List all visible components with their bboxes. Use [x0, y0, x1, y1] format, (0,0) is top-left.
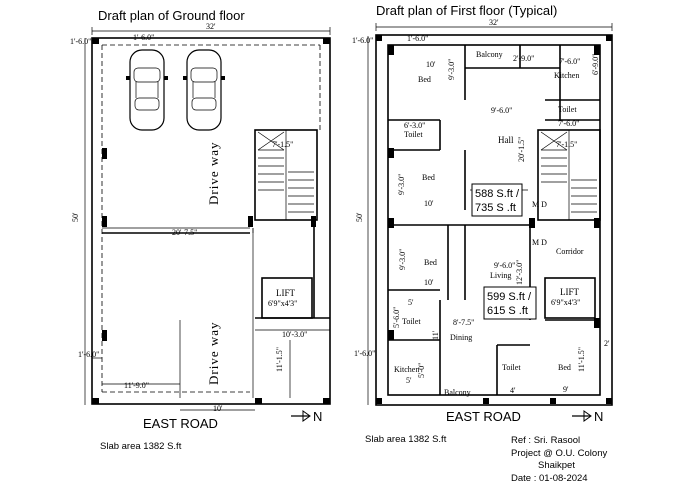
ground-dim-lift-w: 10'-3.0" — [282, 330, 308, 339]
staircase — [538, 130, 600, 220]
lift — [545, 278, 595, 318]
area-box-1-line-2: 735 S .ft — [475, 202, 516, 214]
room-bed-2: Bed — [422, 173, 435, 182]
ground-width-dim: 32' — [206, 22, 216, 31]
room-bed-1: Bed — [418, 75, 431, 84]
first-stair-dim: 7'-1.5" — [556, 140, 578, 149]
area-box-2 — [484, 287, 536, 319]
room-balcony-bottom: Balcony — [444, 388, 471, 397]
room-living: Living — [490, 271, 512, 280]
first-width-dim: 32' — [489, 18, 499, 27]
ground-floor-plan — [70, 8, 330, 452]
dim-12-3: 12'-3.0" — [515, 259, 524, 285]
dim-6-3: 6'-3.0" — [404, 121, 426, 130]
room-toilet-2: Toilet — [404, 130, 423, 139]
first-depth-dim: 50' — [355, 212, 364, 222]
dim-7-6a: 7'-6.0" — [559, 57, 581, 66]
ground-stair-dim: 7'-1.5" — [272, 140, 294, 149]
ground-setback-left: 1'-6.0" — [78, 350, 100, 359]
first-title: Draft plan of First floor (Typical) — [376, 3, 558, 18]
ground-road-label: EAST ROAD — [143, 416, 218, 431]
car-icon — [126, 50, 168, 130]
first-setback-top2: 1'-6.0" — [407, 34, 429, 43]
room-dining: Dining — [450, 333, 473, 342]
first-lift-label: LIFT — [560, 287, 579, 297]
dim-11: 11' — [431, 330, 440, 340]
dim-9-3b: 9'-3.0" — [397, 173, 406, 195]
room-md-1: M D — [532, 200, 547, 209]
staircase — [255, 130, 317, 220]
area-box-2-line-1: 599 S.ft / — [487, 291, 532, 303]
first-floor-plan — [352, 3, 612, 445]
drive-way-label-top: Drive way — [206, 141, 221, 205]
ground-lift-size: 6'9"x4'3" — [268, 299, 298, 308]
first-lift-size: 6'9"x4'3" — [551, 298, 581, 307]
reference-block — [511, 435, 607, 482]
ground-dim-bottom: 10' — [213, 404, 223, 413]
room-bed-4: Bed — [558, 363, 571, 372]
north-arrow-icon — [291, 409, 322, 424]
first-setback-right: 2' — [604, 339, 610, 348]
dim-9-3c: 9'-3.0" — [398, 248, 407, 270]
first-north-label: N — [594, 409, 604, 424]
dim-5a: 5' — [408, 298, 414, 307]
dim-11-1-5: 11'-1.5" — [577, 346, 586, 372]
dim-7-6b: 7'-6.0" — [558, 119, 580, 128]
dim-9-3a: 9'-3.0" — [447, 58, 456, 80]
dim-9-6a: 9'-6.0" — [491, 106, 513, 115]
car-icon — [183, 50, 225, 130]
ground-north-label: N — [313, 409, 323, 424]
ground-dim-lift-h: 11'-1.5" — [275, 346, 284, 372]
room-toilet-4: Toilet — [502, 363, 521, 372]
dim-8-7-5: 8'-7.5" — [453, 318, 475, 327]
dim-5b: 5' — [406, 376, 412, 385]
drive-way-label-bottom: Drive way — [206, 321, 221, 385]
dim-6-9: 6'-9.0" — [591, 53, 600, 75]
first-setback-left: 1'-6.0" — [354, 349, 376, 358]
ref-line-3: Shaikpet — [538, 460, 575, 471]
ground-dim-mid: 20'-7.5" — [172, 228, 198, 237]
first-slab-area: Slab area 1382 S.ft — [365, 434, 447, 445]
ref-line-2: Project @ O.U. Colony — [511, 448, 608, 459]
room-balcony-top: Balcony — [476, 50, 503, 59]
dim-5-6: 5'-6.0" — [392, 306, 401, 328]
room-kitchen-1: Kitchen — [554, 71, 580, 80]
ref-line-4: Date : 01-08-2024 — [511, 473, 588, 482]
dim-2-9: 2'-9.0" — [513, 54, 535, 63]
dim-9: 9' — [563, 385, 569, 394]
dim-20-1-5: 20'-1.5" — [517, 136, 526, 162]
area-box-2-line-2: 615 S .ft — [487, 305, 528, 317]
first-road-label: EAST ROAD — [446, 409, 521, 424]
dim-10c: 10' — [424, 278, 434, 287]
dim-4: 4' — [510, 386, 516, 395]
ground-lift-label: LIFT — [276, 288, 295, 298]
ground-slab-area: Slab area 1382 S.ft — [100, 441, 182, 452]
room-md-2: M D — [532, 238, 547, 247]
dim-9-6b: 9'-6.0" — [494, 261, 516, 270]
first-setback-top: 1'-6.0" — [352, 36, 374, 45]
ground-dim-bottom-left: 11'-9.0" — [124, 381, 150, 390]
room-toilet-1: Toilet — [558, 105, 577, 114]
room-bed-3: Bed — [424, 258, 437, 267]
ground-title: Draft plan of Ground floor — [98, 8, 245, 23]
room-toilet-3: Toilet — [402, 317, 421, 326]
ground-setback-top: 1'-6.0" — [70, 37, 92, 46]
room-hall: Hall — [498, 135, 514, 145]
ref-line-1: Ref : Sri. Rasool — [511, 435, 581, 446]
dim-10b: 10' — [424, 199, 434, 208]
lift — [262, 278, 312, 318]
room-corridor: Corridor — [556, 247, 584, 256]
north-arrow-icon — [572, 409, 603, 424]
ground-setback-top2: 1'-6.0" — [133, 33, 155, 42]
area-box-1 — [472, 184, 522, 216]
room-kitchen-2: Kitchen — [394, 365, 420, 374]
dim-5-0: 5'-0" — [417, 362, 426, 378]
ground-depth-dim: 50' — [71, 212, 80, 222]
area-box-1-line-1: 588 S.ft / — [475, 188, 520, 200]
dim-10a: 10' — [426, 60, 436, 69]
